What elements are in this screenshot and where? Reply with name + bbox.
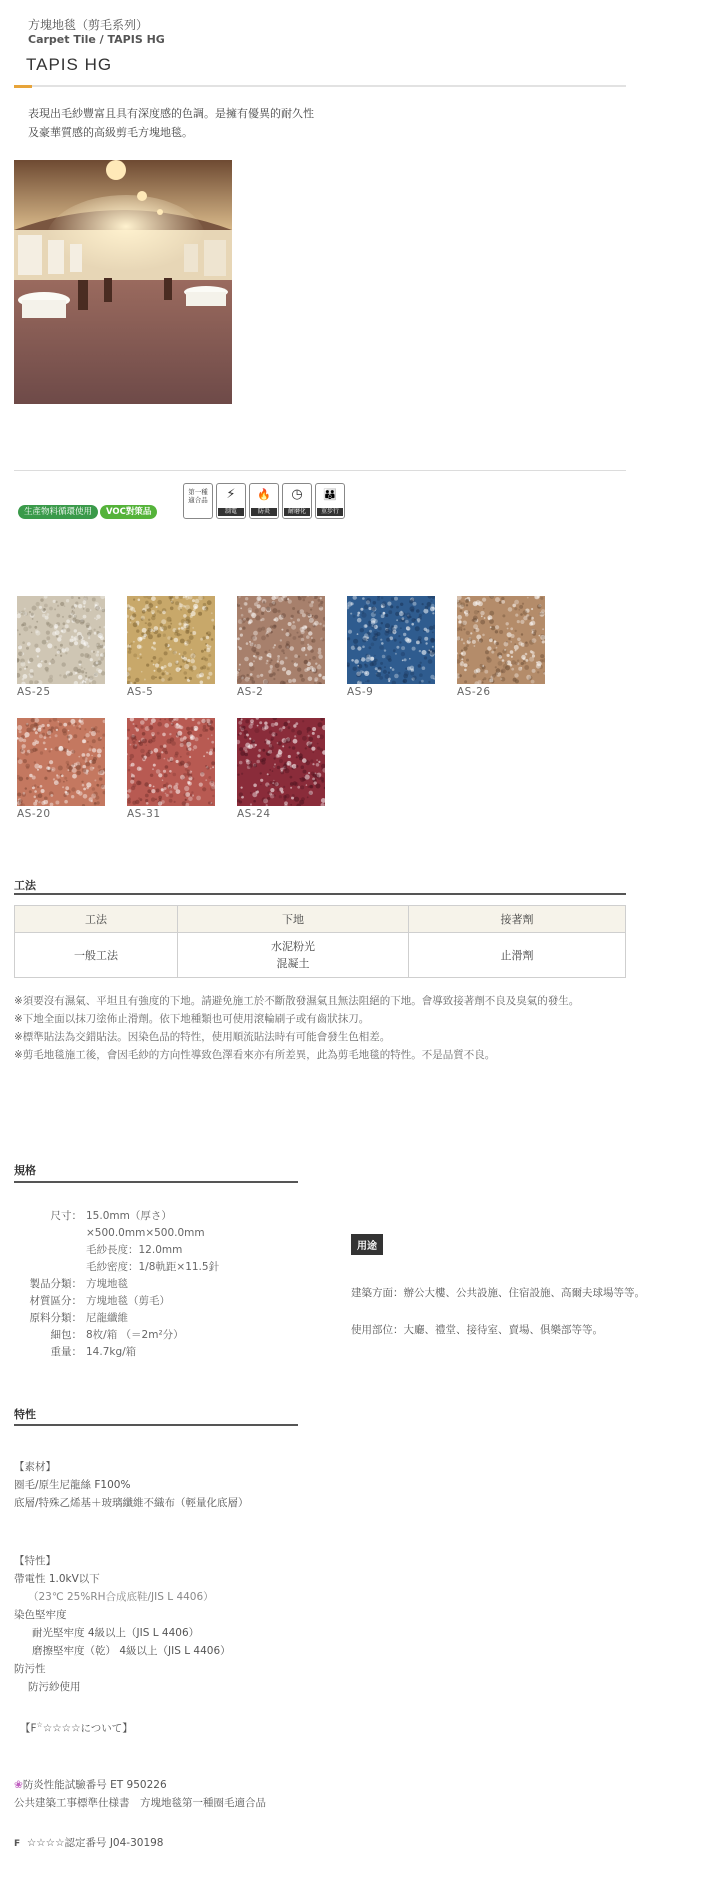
table-header-row — [15, 906, 626, 933]
spec-row: 製品分類： 方塊地毯 — [29, 1278, 128, 1290]
fstar-mark-icon: F — [14, 1838, 21, 1849]
swatch-as-2[interactable] — [237, 596, 325, 698]
rub-fastness: 磨擦堅牢度（乾） 4級以上（JIS L 4406） — [32, 1645, 231, 1657]
method-rule — [14, 893, 626, 895]
swatch-label: AS-25 — [17, 686, 51, 698]
spec-row: 細包： 8枚/箱 （＝2m²分） — [50, 1329, 184, 1341]
installation-photo — [14, 160, 232, 404]
method-notes — [14, 992, 634, 1064]
swatch-label: AS-2 — [237, 686, 264, 698]
note: ※須要沒有濕氣、平坦且有強度的下地。請避免施工於不斷散發濕氣且無法阻絕的下地。會導致接著劑不良及臭氣的發生。 — [14, 995, 580, 1007]
cell-adhesive: 止滑劑 — [409, 933, 626, 978]
col-adhesive: 接著劑 — [409, 906, 626, 933]
note: ※剪毛地毯施工後，會因毛紗的方向性導致色澤看來亦有所差異，此為剪毛地毯的特性。不是品質不良。 — [14, 1049, 496, 1061]
note: ※下地全面以抹刀塗佈止滑劑。依下地種類也可使用滾輪刷子或有齒狀抹刀。 — [14, 1013, 370, 1025]
spec-heading: 規格 — [14, 1164, 36, 1177]
col-method: 工法 — [15, 906, 178, 933]
swatch-image[interactable] — [127, 596, 215, 684]
first-class-icon: 第一種 適合品 — [183, 483, 213, 519]
material-line: 圈毛/原生尼龍絲 F100% — [14, 1479, 131, 1491]
swatch-image[interactable] — [237, 596, 325, 684]
swatch-as-26[interactable] — [457, 596, 545, 698]
voc-badge: VOC對策品 — [100, 505, 157, 519]
usage-location: 使用部位：大廳、禮堂、接待室、賣場、俱樂部等等。 — [351, 1324, 603, 1336]
swatch-label: AS-20 — [17, 808, 51, 820]
props-list — [14, 1458, 514, 1853]
swatch-image[interactable] — [347, 596, 435, 684]
lightning-icon: ⚡ 制電 — [216, 483, 246, 519]
intro-text: 表現出毛紗豐富且具有深度感的色調。是擁有優異的耐久性 及豪華質感的高級剪毛方塊地毯。 — [28, 107, 314, 139]
stain-value: 防污紗使用 — [28, 1681, 81, 1693]
swatch-as-5[interactable] — [127, 596, 215, 698]
header-accent — [14, 85, 32, 88]
cell-method: 一般工法 — [15, 933, 178, 978]
public-spec: 公共建築工事標準仕様書 方塊地毯第一種圈毛適合品 — [14, 1796, 266, 1809]
flame-icon: 🔥 防炎 — [249, 483, 279, 519]
spec-rule — [14, 1181, 298, 1183]
spec-row: 毛紗密度：1/8軌距×11.5針 — [86, 1261, 220, 1273]
table-row — [15, 933, 626, 978]
section-divider — [14, 470, 626, 471]
material-line: 底層/特殊乙烯基＋玻璃纖維不織布（輕量化底層） — [14, 1497, 249, 1509]
swatch-image[interactable] — [457, 596, 545, 684]
swatch-as-9[interactable] — [347, 596, 435, 698]
clock-icon: ◷ 耐磨化 — [282, 483, 312, 519]
stain-resistance: 防污性 — [14, 1663, 46, 1675]
antistatic: 帶電性 1.0kV以下 — [14, 1573, 100, 1585]
swatch-label: AS-9 — [347, 686, 374, 698]
spacer — [14, 1812, 514, 1834]
light-fastness: 耐光堅牢度 4級以上（JIS L 4406） — [32, 1627, 200, 1639]
spec-row: 重量： 14.7kg/箱 — [50, 1346, 137, 1358]
swatch-image[interactable] — [17, 718, 105, 806]
swatch-image[interactable] — [17, 596, 105, 684]
header-divider — [14, 85, 626, 87]
spec-row: 毛紗長度：12.0mm — [86, 1244, 183, 1256]
spacer — [14, 1696, 514, 1716]
spec-row: ×500.0mm×500.0mm — [86, 1227, 205, 1239]
swatch-as-20[interactable] — [17, 718, 105, 820]
category-subtitle: 方塊地毯（剪毛系列） — [28, 18, 149, 32]
spacer — [14, 1512, 514, 1552]
props-rule — [14, 1424, 298, 1426]
fstar-link[interactable]: 【F☆☆☆☆☆について】 — [20, 1721, 133, 1735]
spec-row: 材質區分： 方塊地毯（剪毛） — [29, 1295, 170, 1307]
feature-tag: 【特性】 — [14, 1555, 56, 1567]
swatch-label: AS-5 — [127, 686, 154, 698]
swatch-as-25[interactable] — [17, 596, 105, 698]
recycled-badge: 生產物料循環使用 — [18, 505, 98, 519]
people-icon: 👪 重步行 — [315, 483, 345, 519]
swatch-label: AS-24 — [237, 808, 271, 820]
usage-building: 建築方面：辦公大樓、公共設施、住宿設施、高爾夫球場等等。 — [351, 1287, 645, 1299]
spec-list — [14, 1208, 294, 1361]
props-heading: 特性 — [14, 1408, 36, 1421]
spec-row: 原料分類： 尼龍纖維 — [29, 1312, 128, 1324]
spacer — [14, 1738, 514, 1776]
swatch-image[interactable] — [127, 718, 215, 806]
method-heading: 工法 — [14, 879, 36, 892]
note: ※標準貼法為交錯貼法。因染色品的特性，使用順流貼法時有可能會發生色相差。 — [14, 1031, 391, 1043]
material-tag: 【素材】 — [14, 1461, 56, 1473]
swatch-as-31[interactable] — [127, 718, 215, 820]
swatch-image[interactable] — [237, 718, 325, 806]
swatch-as-24[interactable] — [237, 718, 325, 820]
col-base: 下地 — [178, 906, 409, 933]
antistatic-condition: （23℃ 25%RH合成底鞋/JIS L 4406） — [28, 1591, 214, 1603]
fcert: F ☆☆☆☆認定番号 J04-30198 — [14, 1836, 164, 1849]
swatch-label: AS-31 — [127, 808, 161, 820]
method-table — [14, 905, 626, 978]
cell-base: 水泥粉光 混凝土 — [178, 933, 409, 978]
fire-cert: ❀防炎性能試驗番号 ET 950226 — [14, 1778, 167, 1791]
category-english: Carpet Tile / TAPIS HG — [28, 33, 165, 46]
fire-mark-icon: ❀ — [14, 1778, 23, 1791]
usage-list — [351, 1275, 645, 1349]
spec-row: 尺寸： 15.0mm（厚さ） — [50, 1210, 172, 1222]
dye-fastness: 染色堅牢度 — [14, 1609, 67, 1621]
usage-tag: 用途 — [351, 1234, 383, 1255]
page-title: TAPIS HG — [26, 55, 113, 74]
swatch-label: AS-26 — [457, 686, 491, 698]
